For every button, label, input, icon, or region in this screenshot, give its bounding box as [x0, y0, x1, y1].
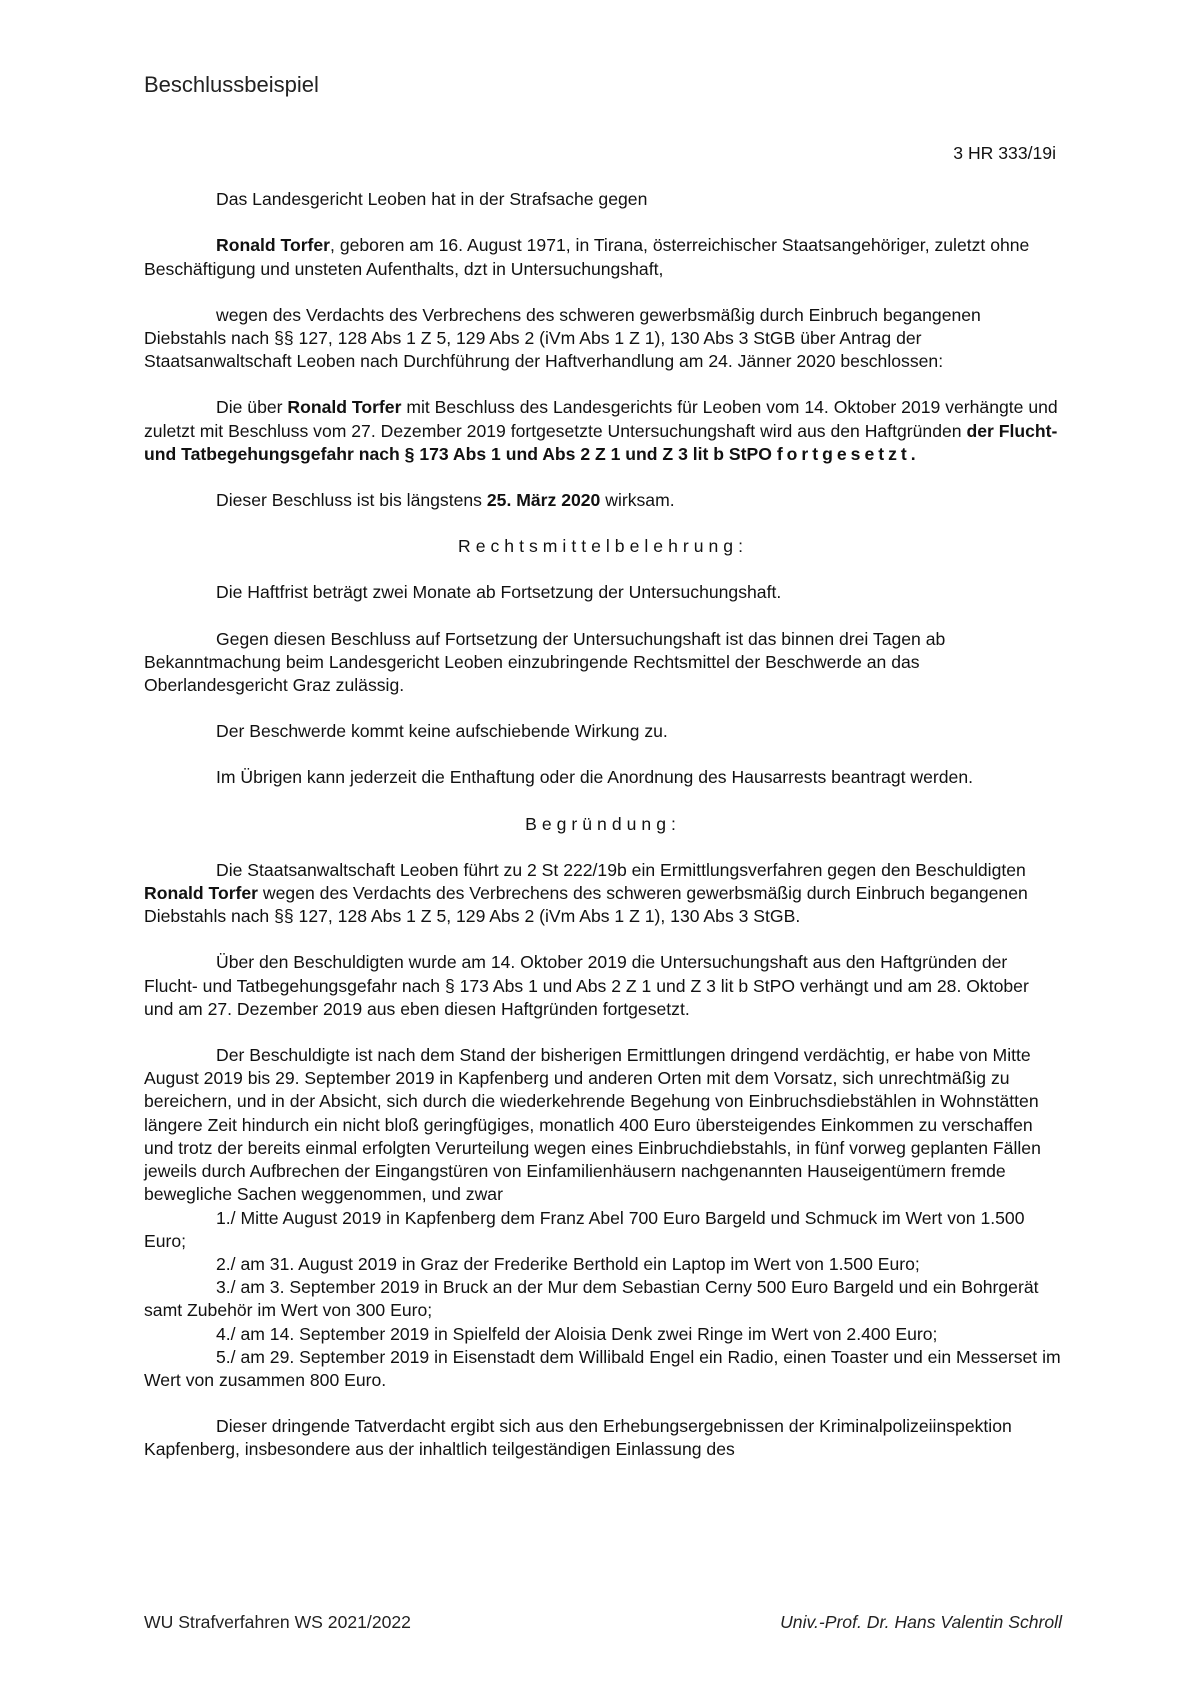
defendant-details: , geboren am 16. August 1971, in Tirana, österreichischer Staatsangehöriger, zuletzt ohne Beschäftigung und unsteten Aufenthalts, dzt in Untersuchungshaft,	[144, 235, 1030, 279]
offense-item: 1./ Mitte August 2019 in Kapfenberg dem Franz Abel 700 Euro Bargeld und Schmuck im Wert von 1.500 Euro;	[144, 1207, 1025, 1251]
offense-item: 2./ am 31. August 2019 in Graz der Frederike Berthold ein Laptop im Wert von 1.500 Euro;	[216, 1253, 920, 1274]
offense-block	[144, 1044, 1062, 1392]
defendant-paragraph	[144, 234, 1062, 280]
document-header-title: Beschlussbeispiel	[144, 72, 319, 97]
footer-course: WU Strafverfahren WS 2021/2022	[144, 1612, 411, 1632]
reason-paragraph-2: Über den Beschuldigten wurde am 14. Oktober 2019 die Untersuchungshaft aus den Haftgründen der Flucht- und Tatbegehungsgefahr nach § 173 Abs 1 und Abs 2 Z 1 und Z 3 lit b StPO verhängt und am 28. Oktober und am 27. Dezember 2019 aus eben diesen Haftgründen fortgesetzt.	[144, 952, 1029, 1019]
reasons-heading: Begründung:	[525, 813, 681, 834]
reason1-defendant-name: Ronald Torfer	[144, 883, 259, 904]
intro-paragraph: Das Landesgericht Leoben hat in der Strafsache gegen	[216, 189, 648, 210]
ruling-paragraph	[144, 396, 1062, 466]
remedy-paragraph-3: Der Beschwerde kommt keine aufschiebende Wirkung zu.	[216, 721, 668, 742]
offense-item: 5./ am 29. September 2019 in Eisenstadt dem Willibald Engel ein Radio, einen Toaster und ein Messerset im Wert von zusammen 800 Euro.	[144, 1346, 1061, 1390]
defendant-name: Ronald Torfer	[216, 235, 331, 256]
validity-paragraph	[144, 489, 1062, 512]
ruling-defendant-name: Ronald Torfer	[287, 397, 402, 418]
offense-item: 3./ am 3. September 2019 in Bruck an der Mur dem Sebastian Cerny 500 Euro Bargeld und ein Bohrgerät samt Zubehör im Wert von 300 Euro;	[144, 1277, 1039, 1321]
offense-item: 4./ am 14. September 2019 in Spielfeld der Aloisia Denk zwei Ringe im Wert von 2.400 Euro;	[216, 1323, 938, 1344]
validity-post: wirksam.	[600, 490, 675, 511]
ruling-pre: Die über	[216, 397, 288, 418]
remedy-paragraph-4: Im Übrigen kann jederzeit die Enthaftung oder die Anordnung des Hausarrests beantragt werden.	[216, 767, 974, 788]
validity-pre: Dieser Beschluss ist bis längstens	[216, 490, 487, 511]
reason1-post: wegen des Verdachts des Verbrechens des schweren gewerbsmäßig durch Einbruch begangenen Diebstahls nach §§ 127, 128 Abs 1 Z 5, 129 Abs 2 (iVm Abs 1 Z 1), 130 Abs 3 StGB.	[144, 883, 1028, 927]
case-number: 3 HR 333/19i	[953, 143, 1056, 163]
remedy-paragraph-2: Gegen diesen Beschluss auf Fortsetzung der Untersuchungshaft ist das binnen drei Tagen ab Bekanntmachung beim Landesgericht Leoben einzubringende Rechtsmittel der Beschwerde an das Oberlandesgericht Graz zulässig.	[144, 628, 946, 696]
document-body	[144, 142, 1062, 1485]
validity-date: 25. März 2020	[486, 490, 601, 511]
ruling-text: mit Beschluss des Landesgerichts für Leoben vom 14. Oktober 2019 verhängte und zuletzt mit Beschluss vom 27. Dezember 2019 fortgesetzte Untersuchungshaft wird aus den Haftgründen	[144, 397, 1058, 441]
reason-paragraph-3: Der Beschuldigte ist nach dem Stand der bisherigen Ermittlungen dringend verdächtig, er habe von Mitte August 2019 bis 29. September 2019 in Kapfenberg und anderen Orten mit dem Vorsatz, sich unrechtmäßig zu bereichern, und in der Absicht, sich durch die wiederkehrende Begehung von Einbruchsdiebstählen in Wohnstätten längere Zeit hindurch ein nicht bloß geringfügiges, monatlich 400 Euro übersteigendes Einkommen zu verschaffen und trotz der bereits einmal erfolgten Verurteilung wegen eines Einbruchdiebstahls, in fünf vorweg geplanten Fällen jeweils durch Aufbrechen der Eingangstüren von Einfamilienhäusern nachgenannten Hauseigentümern fremde bewegliche Sachen weggenommen, und zwar	[144, 1045, 1041, 1205]
charge-paragraph: wegen des Verdachts des Verbrechens des schweren gewerbsmäßig durch Einbruch begangenen Diebstahls nach §§ 127, 128 Abs 1 Z 5, 129 Abs 2 (iVm Abs 1 Z 1), 130 Abs 3 StGB über Antrag der Staatsanwaltschaft Leoben nach Durchführung der Haftverhandlung am 24. Jänner 2020 beschlossen:	[144, 304, 981, 372]
reason-paragraph-1	[144, 859, 1062, 929]
remedy-paragraph-1: Die Haftfrist beträgt zwei Monate ab Fortsetzung der Untersuchungshaft.	[216, 582, 782, 603]
ruling-decision: fortgesetzt.	[776, 443, 920, 464]
reason-paragraph-4: Dieser dringende Tatverdacht ergibt sich aus den Erhebungsergebnissen der Kriminalpolizeiinspektion Kapfenberg, insbesondere aus der inhaltlich teilgeständigen Einlassung des	[144, 1416, 1012, 1460]
ruling-grounds: der Flucht- und Tatbegehungsgefahr nach § 173 Abs 1 und Abs 2 Z 1 und Z 3 lit b StPO	[144, 420, 1058, 464]
reason1-pre: Die Staatsanwaltschaft Leoben führt zu 2 St 222/19b ein Ermittlungsverfahren gegen den Beschuldigten	[216, 859, 1026, 880]
footer-author: Univ.-Prof. Dr. Hans Valentin Schroll	[780, 1612, 1062, 1632]
remedy-heading: Rechtsmittelbelehrung:	[458, 536, 748, 557]
